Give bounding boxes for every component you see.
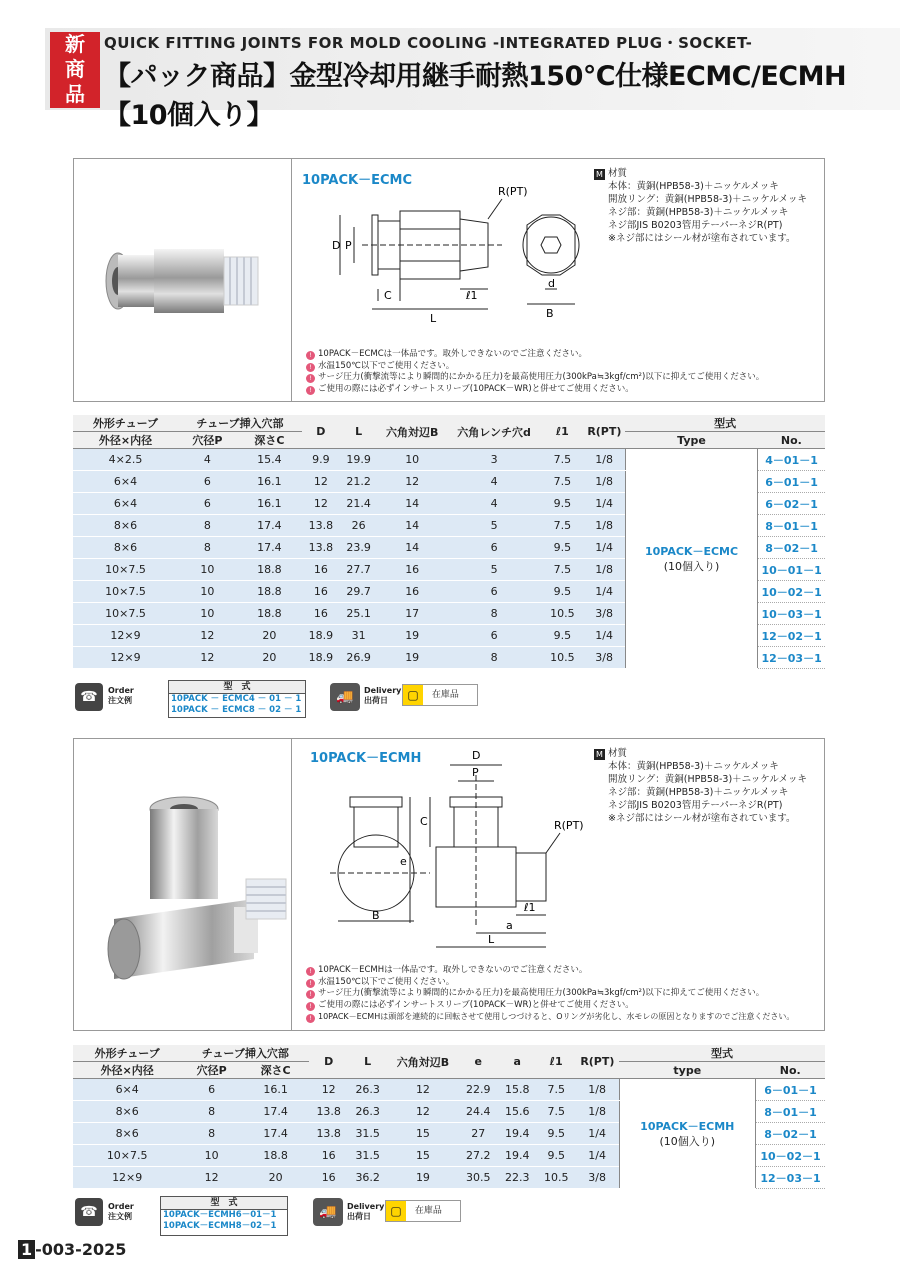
col-header: 型式 [625, 415, 825, 432]
col-header: 外形チューブ [73, 415, 178, 432]
table-cell: 4 [447, 493, 542, 515]
table-cell: 1/4 [583, 581, 625, 603]
part-number[interactable]: 8－02－1 [758, 537, 825, 559]
material-line: ネジ部：黄銅(HPB58-3)＋ニッケルメッキ [608, 787, 789, 798]
table-cell: 10.5 [541, 647, 583, 669]
ecmh-section [73, 738, 825, 1031]
order-label [108, 1202, 134, 1222]
dim-r: R(PT) [554, 819, 584, 832]
table-cell: 9.5 [537, 1123, 576, 1145]
order-icon: ☎ [75, 1198, 103, 1226]
table-cell: 1/4 [583, 493, 625, 515]
table-cell: 8×6 [73, 1101, 181, 1123]
table-cell: 3/8 [583, 603, 625, 625]
table-cell: 1/8 [583, 471, 625, 493]
badge-char: 商 [65, 57, 85, 81]
table-cell: 12×9 [73, 1167, 181, 1189]
table-cell: 6 [447, 625, 542, 647]
caution-icon: ! [306, 374, 315, 383]
table-cell: 14 [378, 493, 447, 515]
table-cell: 18.8 [242, 1145, 309, 1167]
table-cell: 24.4 [459, 1101, 498, 1123]
table-cell: 17.4 [242, 1101, 309, 1123]
delivery-truck-icon: 🚚 [330, 683, 360, 711]
dim-p: P [345, 239, 352, 252]
note-text: 10PACK－ECMHは一体品です。取外しできないのでご注意ください。 [318, 965, 588, 975]
table-cell: 13.8 [302, 515, 340, 537]
ecmc-title: 10PACK－ECMC [302, 173, 412, 188]
ecmh-photo [74, 739, 292, 1030]
part-number[interactable]: 6－01－1 [756, 1079, 825, 1101]
col-header: チューブ挿入穴部 [181, 1045, 309, 1062]
table-cell: 15.8 [498, 1079, 537, 1101]
table-cell: 6 [447, 537, 542, 559]
table-cell: 19.4 [498, 1123, 537, 1145]
table-cell: 16.1 [237, 471, 302, 493]
col-header: 深さC [237, 432, 302, 449]
table-cell: 27.7 [340, 559, 378, 581]
table-cell: 9.9 [302, 449, 340, 471]
page-number [18, 1240, 126, 1259]
delivery-label [347, 1202, 384, 1222]
order-example: 10PACK － ECMC4 － 01 － 1 [171, 694, 302, 704]
table-cell: 4 [447, 471, 542, 493]
table-cell: 12 [387, 1079, 459, 1101]
table-cell: 9.5 [541, 493, 583, 515]
table-cell: 6 [178, 493, 237, 515]
ecmc-photo-graphic [74, 159, 292, 401]
part-number[interactable]: 10－01－1 [758, 559, 825, 581]
table-cell: 12 [181, 1167, 242, 1189]
col-header: D [309, 1045, 348, 1079]
table-cell: 16.1 [242, 1079, 309, 1101]
table-cell: 6×4 [73, 493, 178, 515]
material-label: 材質 [608, 168, 628, 179]
table-cell: 8 [447, 647, 542, 669]
table-cell: 10 [178, 603, 237, 625]
ecmc-section [73, 158, 825, 402]
table-cell: 9.5 [541, 625, 583, 647]
part-number[interactable]: 8－01－1 [756, 1101, 825, 1123]
title-japanese: 【パック商品】金型冷却用継手耐熱150℃仕様ECMC/ECMH【10個入り】 [104, 61, 847, 131]
ecmc-order-box [168, 680, 306, 718]
caution-icon: ! [306, 363, 315, 372]
table-cell: 16 [302, 603, 340, 625]
table-row [73, 1079, 825, 1101]
col-header: No. [758, 432, 825, 449]
table-cell: 1/8 [583, 515, 625, 537]
col-header: L [348, 1045, 387, 1079]
table-cell: 10×7.5 [73, 603, 178, 625]
badge-char: 品 [65, 82, 85, 106]
table-cell: 1/8 [583, 559, 625, 581]
stock-badge [402, 684, 478, 706]
order-icon: ☎ [75, 683, 103, 711]
part-number[interactable]: 4－01－1 [758, 449, 825, 471]
caution-icon: ! [306, 990, 315, 999]
table-cell: 12 [302, 471, 340, 493]
material-line: ※ネジ部にはシール材が塗布されています。 [608, 233, 796, 244]
table-cell: 19 [378, 625, 447, 647]
col-header: R(PT) [583, 415, 625, 449]
table-cell: 9.5 [541, 537, 583, 559]
col-header: 外径×内径 [73, 1062, 181, 1079]
table-cell: 9.5 [541, 581, 583, 603]
table-cell: 5 [447, 559, 542, 581]
badge-char: 新 [65, 32, 85, 56]
table-cell: 3 [447, 449, 542, 471]
col-header: type [619, 1062, 756, 1079]
table-cell: 7.5 [537, 1079, 576, 1101]
order-example: 10PACK－ECMH8－02－1 [163, 1221, 277, 1231]
table-cell: 1/8 [576, 1079, 619, 1101]
ecmh-notes [306, 965, 821, 1023]
dim-c: C [420, 815, 428, 828]
order-label [108, 686, 134, 706]
part-number[interactable]: 10－03－1 [758, 603, 825, 625]
table-cell: 10×7.5 [73, 581, 178, 603]
table-cell: 8×6 [73, 537, 178, 559]
table-cell: 19.4 [498, 1145, 537, 1167]
stock-label: 在庫品 [431, 690, 459, 700]
col-header: 型式 [619, 1045, 825, 1062]
delivery-truck-icon: 🚚 [313, 1198, 343, 1226]
table-cell: 31.5 [348, 1145, 387, 1167]
table-cell: 10.5 [537, 1167, 576, 1189]
dim-p: P [472, 766, 479, 779]
table-cell: 22.3 [498, 1167, 537, 1189]
table-cell: 16.1 [237, 493, 302, 515]
table-cell: 8 [181, 1123, 242, 1145]
table-cell: 12 [302, 493, 340, 515]
material-line: ※ネジ部にはシール材が塗布されています。 [608, 813, 796, 824]
part-number[interactable]: 12－03－1 [756, 1167, 825, 1189]
table-cell: 31 [340, 625, 378, 647]
table-cell: 13.8 [302, 537, 340, 559]
table-cell: 19 [378, 647, 447, 669]
table-cell: 7.5 [541, 471, 583, 493]
caution-icon: ! [306, 967, 315, 976]
part-number[interactable]: 6－02－1 [758, 493, 825, 515]
table-cell: 23.9 [340, 537, 378, 559]
table-cell: 7.5 [541, 449, 583, 471]
table-cell: 5 [447, 515, 542, 537]
ecmh-material [594, 747, 819, 825]
ecmc-notes [306, 349, 821, 395]
table-cell: 12×9 [73, 625, 178, 647]
part-number[interactable]: 6－01－1 [758, 471, 825, 493]
ecmc-photo [74, 159, 292, 401]
ecmh-photo-graphic [74, 739, 292, 1030]
table-cell: 8×6 [73, 515, 178, 537]
table-cell: 12 [387, 1101, 459, 1123]
table-cell: 1/4 [583, 625, 625, 647]
stock-badge [385, 1200, 461, 1222]
table-cell: 12 [178, 647, 237, 669]
table-cell: 6 [181, 1079, 242, 1101]
delivery-label [364, 686, 401, 706]
type-name: 10PACK－ECMH [640, 1119, 735, 1133]
type-name: 10PACK－ECMC [644, 544, 739, 558]
order-label-en: Order [108, 686, 134, 695]
page-number-prefix: 1 [18, 1240, 35, 1259]
material-line: ネジ部：黄銅(HPB58-3)＋ニッケルメッキ [608, 207, 789, 218]
note-text: サージ圧力(衝撃流等により瞬間的にかかる圧力)を最高使用圧力(300kPa≒3kgf/cm²)以下に抑えてご使用ください。 [318, 372, 765, 382]
delivery-label-en: Delivery [347, 1202, 385, 1211]
table-cell: 17.4 [242, 1123, 309, 1145]
material-line: 本体：黄銅(HPB58-3)＋ニッケルメッキ [608, 181, 779, 192]
delivery-label-jp: 出荷日 [364, 696, 388, 705]
table-cell: 8×6 [73, 1123, 181, 1145]
note-text: ご使用の際には必ずインサートスリーブ(10PACK－WR)と併せてご使用ください。 [318, 999, 634, 1010]
table-cell: 30.5 [459, 1167, 498, 1189]
col-header: D [302, 415, 340, 449]
table-cell: 8 [178, 537, 237, 559]
table-cell: 25.1 [340, 603, 378, 625]
table-cell: 8 [181, 1101, 242, 1123]
table-cell: 10 [178, 581, 237, 603]
table-cell: 18.9 [302, 647, 340, 669]
material-label: 材質 [608, 748, 628, 759]
order-box-title: 型 式 [169, 681, 305, 694]
table-cell: 16 [309, 1167, 348, 1189]
table-cell: 21.4 [340, 493, 378, 515]
table-cell: 6×4 [73, 471, 178, 493]
table-cell: 10×7.5 [73, 1145, 181, 1167]
table-row [73, 449, 825, 471]
table-cell: 8 [447, 603, 542, 625]
part-number[interactable]: 10－02－1 [758, 581, 825, 603]
dim-c: C [384, 289, 392, 302]
part-number[interactable]: 12－03－1 [758, 647, 825, 669]
type-sub: (10個入り) [663, 559, 720, 573]
order-example: 10PACK － ECMC8 － 02 － 1 [171, 705, 302, 715]
col-header: L [340, 415, 378, 449]
ecmh-spec-table [73, 1045, 825, 1189]
material-line: 開放リング：黄銅(HPB58-3)＋ニッケルメッキ [608, 194, 808, 205]
table-cell: 21.2 [340, 471, 378, 493]
page-number-value: -003-2025 [35, 1240, 127, 1259]
col-header: Type [625, 432, 757, 449]
table-cell: 20 [237, 625, 302, 647]
material-icon: M [594, 169, 605, 180]
table-cell: 36.2 [348, 1167, 387, 1189]
dim-l: L [430, 312, 437, 325]
table-cell: 26 [340, 515, 378, 537]
part-number[interactable]: 12－02－1 [758, 625, 825, 647]
table-cell: 16 [378, 559, 447, 581]
table-cell: 19.9 [340, 449, 378, 471]
caution-icon: ! [306, 351, 315, 360]
col-header: 穴径P [181, 1062, 242, 1079]
table-cell: 26.3 [348, 1079, 387, 1101]
table-cell: 1/8 [576, 1101, 619, 1123]
caution-icon: ! [306, 1014, 315, 1023]
note-text: 水温150℃以下でご使用ください。 [318, 360, 455, 371]
caution-icon: ! [306, 1002, 315, 1011]
table-cell: 7.5 [537, 1101, 576, 1123]
delivery-label-en: Delivery [364, 686, 402, 695]
table-cell: 10 [178, 559, 237, 581]
table-cell: 12 [178, 625, 237, 647]
table-cell: 10 [181, 1145, 242, 1167]
table-cell: 29.7 [340, 581, 378, 603]
col-header: e [459, 1045, 498, 1079]
table-cell: 15.6 [498, 1101, 537, 1123]
table-cell: 19 [387, 1167, 459, 1189]
col-header: ℓ1 [541, 415, 583, 449]
table-cell: 14 [378, 515, 447, 537]
material-line: ネジ部JIS B0203管用テーパーネジR(PT) [608, 220, 783, 231]
material-line: ネジ部JIS B0203管用テーパーネジR(PT) [608, 800, 783, 811]
table-cell: 4 [178, 449, 237, 471]
table-cell: 4×2.5 [73, 449, 178, 471]
table-cell: 10 [378, 449, 447, 471]
table-cell: 15 [387, 1123, 459, 1145]
type-cell [619, 1079, 756, 1189]
table-cell: 27 [459, 1123, 498, 1145]
caution-icon: ! [306, 979, 315, 988]
col-header: 六角対辺B [378, 415, 447, 449]
table-cell: 6 [447, 581, 542, 603]
table-cell: 8 [178, 515, 237, 537]
ecmc-spec-table [73, 415, 825, 669]
table-cell: 18.8 [237, 581, 302, 603]
table-cell: 3/8 [576, 1167, 619, 1189]
table-cell: 6 [178, 471, 237, 493]
table-cell: 1/8 [583, 449, 625, 471]
table-cell: 1/4 [576, 1145, 619, 1167]
table-cell: 18.9 [302, 625, 340, 647]
table-cell: 18.8 [237, 603, 302, 625]
col-header: 穴径P [178, 432, 237, 449]
dim-b: B [546, 307, 554, 320]
delivery-label-jp: 出荷日 [347, 1212, 371, 1221]
table-cell: 10×7.5 [73, 559, 178, 581]
table-cell: 15 [387, 1145, 459, 1167]
table-cell: 13.8 [309, 1123, 348, 1145]
table-cell: 7.5 [541, 559, 583, 581]
order-box-title: 型 式 [161, 1197, 287, 1210]
order-label-en: Order [108, 1202, 134, 1211]
table-cell: 16 [302, 559, 340, 581]
col-header: R(PT) [576, 1045, 619, 1079]
part-number[interactable]: 10－02－1 [756, 1145, 825, 1167]
stock-label: 在庫品 [414, 1206, 442, 1216]
col-header: 六角レンチ穴d [447, 415, 542, 449]
ecmc-drawing [302, 179, 612, 327]
table-cell: 27.2 [459, 1145, 498, 1167]
table-cell: 15.4 [237, 449, 302, 471]
table-cell: 16 [378, 581, 447, 603]
table-cell: 6×4 [73, 1079, 181, 1101]
order-label-jp: 注文例 [108, 1212, 132, 1221]
title-english: QUICK FITTING JOINTS FOR MOLD COOLING -INTEGRATED PLUG・SOCKET- [104, 34, 753, 52]
ecmc-material [594, 167, 819, 245]
dim-d-small: d [548, 277, 555, 290]
col-header: 深さC [242, 1062, 309, 1079]
table-cell: 18.8 [237, 559, 302, 581]
col-header: 外径×内径 [73, 432, 178, 449]
dim-l: L [488, 933, 495, 946]
order-label-jp: 注文例 [108, 696, 132, 705]
table-cell: 20 [237, 647, 302, 669]
ecmh-title: 10PACK－ECMH [310, 751, 422, 766]
table-cell: 22.9 [459, 1079, 498, 1101]
note-text: ご使用の際には必ずインサートスリーブ(10PACK－WR)と併せてご使用ください。 [318, 383, 634, 394]
dim-e: e [400, 855, 407, 868]
dim-l1: ℓ1 [524, 901, 536, 914]
note-text: 10PACK－ECMHは頭部を連続的に回転させて使用しつづけると、Oリングが劣化し、水モレの原因となりますのでご注意ください。 [318, 1012, 795, 1021]
col-header: No. [756, 1062, 825, 1079]
col-header: 外形チューブ [73, 1045, 181, 1062]
dim-a: a [506, 919, 513, 932]
material-line: 本体：黄銅(HPB58-3)＋ニッケルメッキ [608, 761, 779, 772]
table-cell: 17 [378, 603, 447, 625]
table-cell: 16 [302, 581, 340, 603]
table-cell: 17.4 [237, 537, 302, 559]
table-cell: 26.3 [348, 1101, 387, 1123]
note-text: 水温150℃以下でご使用ください。 [318, 976, 455, 987]
table-cell: 3/8 [583, 647, 625, 669]
table-cell: 10.5 [541, 603, 583, 625]
dim-b: B [372, 909, 380, 922]
material-icon: M [594, 749, 605, 760]
col-header: 六角対辺B [387, 1045, 459, 1079]
ecmh-drawing [310, 745, 600, 957]
table-cell: 31.5 [348, 1123, 387, 1145]
box-icon: ▢ [403, 685, 423, 705]
ecmh-order-box [160, 1196, 288, 1236]
table-cell: 16 [309, 1145, 348, 1167]
table-cell: 14 [378, 537, 447, 559]
dim-d: D [472, 749, 481, 762]
table-cell: 12 [309, 1079, 348, 1101]
col-header: a [498, 1045, 537, 1079]
type-sub: (10個入り) [659, 1134, 716, 1148]
box-icon: ▢ [386, 1201, 406, 1221]
dim-r: R(PT) [498, 185, 528, 198]
table-cell: 1/4 [583, 537, 625, 559]
material-line: 開放リング：黄銅(HPB58-3)＋ニッケルメッキ [608, 774, 808, 785]
type-cell [625, 449, 757, 669]
new-product-badge [50, 32, 100, 108]
table-cell: 20 [242, 1167, 309, 1189]
table-cell: 12 [378, 471, 447, 493]
table-cell: 17.4 [237, 515, 302, 537]
note-text: 10PACK－ECMCは一体品です。取外しできないのでご注意ください。 [318, 349, 587, 359]
table-cell: 7.5 [541, 515, 583, 537]
table-cell: 13.8 [309, 1101, 348, 1123]
part-number[interactable]: 8－02－1 [756, 1123, 825, 1145]
col-header: チューブ挿入穴部 [178, 415, 302, 432]
note-text: サージ圧力(衝撃流等により瞬間的にかかる圧力)を最高使用圧力(300kPa≒3kgf/cm²)以下に抑えてご使用ください。 [318, 988, 765, 998]
table-cell: 26.9 [340, 647, 378, 669]
part-number[interactable]: 8－01－1 [758, 515, 825, 537]
caution-icon: ! [306, 386, 315, 395]
table-cell: 12×9 [73, 647, 178, 669]
table-cell: 1/4 [576, 1123, 619, 1145]
col-header: ℓ1 [537, 1045, 576, 1079]
dim-d: D [332, 239, 341, 252]
table-cell: 9.5 [537, 1145, 576, 1167]
dim-l1: ℓ1 [466, 289, 478, 302]
order-example: 10PACK－ECMH6－01－1 [163, 1210, 277, 1220]
